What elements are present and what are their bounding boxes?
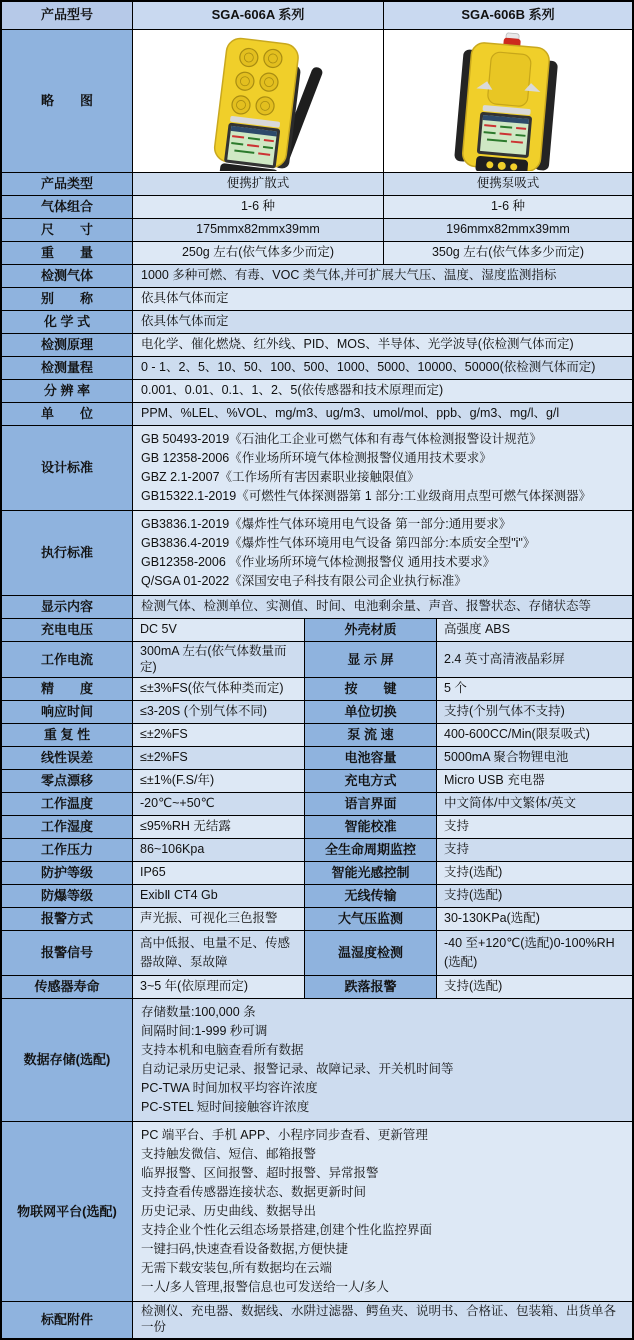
spec-row xyxy=(2,976,632,999)
sub-value-1: ≤±2%FS xyxy=(133,747,305,769)
series-a-header: SGA-606A 系列 xyxy=(133,2,384,29)
device-a-image xyxy=(148,31,368,171)
value-line: 无需下载安装包,所有数据均在云端 xyxy=(141,1261,332,1276)
row-label xyxy=(2,426,133,510)
row-label: 工作温度 xyxy=(2,793,133,815)
row-label: 化 学 式 xyxy=(2,311,133,333)
row-label: 报警方式 xyxy=(2,908,133,930)
value-a: 1-6 种 xyxy=(133,196,384,218)
row-label: 尺 寸 xyxy=(2,219,133,241)
spec-row xyxy=(2,816,632,839)
row-label: 标配附件 xyxy=(2,1302,133,1337)
row-label: 零点漂移 xyxy=(2,770,133,792)
sub-value-1: ≤3-20S (个别气体不同) xyxy=(133,701,305,723)
value-b: 1-6 种 xyxy=(384,196,632,218)
value-line: 一人/多人管理,报警信息也可发送给一人/多人 xyxy=(141,1280,389,1295)
spec-row xyxy=(2,403,632,426)
value-b: 便携泵吸式 xyxy=(384,173,632,195)
row-value: 依具体气体而定 xyxy=(133,311,632,333)
sub-label-2: 单位切换 xyxy=(305,701,437,723)
value-line: GB3836.4-2019《爆炸性气体环境用电气设备 第四部分:本质安全型"i"》 xyxy=(141,536,536,550)
sub-value-2: Micro USB 充电器 xyxy=(437,770,632,792)
value-line: 支持本机和电脑查看所有数据 xyxy=(141,1043,304,1058)
value-line: GBZ 2.1-2007《工作场所有害因素职业接触限值》 xyxy=(141,470,420,484)
row-label xyxy=(2,1122,133,1301)
value-line: PC-TWA 时间加权平均容许浓度 xyxy=(141,1081,318,1096)
spec-row xyxy=(2,380,632,403)
spec-row xyxy=(2,265,632,288)
row-value: 0.001、0.01、0.1、1、2、5(依传感器和技术原理而定) xyxy=(133,380,632,402)
sub-value-1: ≤95%RH 无结露 xyxy=(133,816,305,838)
sketch-row xyxy=(2,30,632,173)
value-line: 0-100%RH (选配) xyxy=(444,936,628,970)
spec-row xyxy=(2,678,632,701)
spec-row xyxy=(2,724,632,747)
sub-value-1: ≤±2%FS xyxy=(133,724,305,746)
value-line: GB 12358-2006《作业场所环境气体检测报警仪通用技术要求》 xyxy=(141,451,492,465)
row-label: 检测气体 xyxy=(2,265,133,287)
sub-value-1: DC 5V xyxy=(133,619,305,641)
sub-value-2: 30-130KPa(选配) xyxy=(437,908,632,930)
value-line: PC 端平台、手机 APP、小程序同步查看、更新管理 xyxy=(141,1128,428,1143)
row-label: 分 辨 率 xyxy=(2,380,133,402)
row-value-multiline xyxy=(133,999,632,1121)
spec-row xyxy=(2,642,632,678)
row-label xyxy=(2,999,133,1121)
spec-row xyxy=(2,242,632,265)
row-label: 充电电压 xyxy=(2,619,133,641)
value-line: 支持查看传感器连接状态、数据更新时间 xyxy=(141,1185,367,1200)
value-line: 故障、泵故障 xyxy=(152,955,228,970)
value-line: GB3836.1-2019《爆炸性气体环境用电气设备 第一部分:通用要求》 xyxy=(141,517,512,531)
row-value: 检测仪、充电器、数据线、水阱过滤器、鳄鱼夹、说明书、合格证、包装箱、出货单各一份 xyxy=(133,1302,632,1337)
row-value: 依具体气体而定 xyxy=(133,288,632,310)
value-a: 便携扩散式 xyxy=(133,173,384,195)
row-label-line: (选配) xyxy=(82,1203,117,1219)
sub-value-1: ≤±3%FS(依气体种类而定) xyxy=(133,678,305,700)
sub-value-1: ≤±1%(F.S/年) xyxy=(133,770,305,792)
sub-label-2: 全生命周期监控 xyxy=(305,839,437,861)
spec-rows xyxy=(2,173,632,1338)
spec-row xyxy=(2,511,632,596)
spec-row xyxy=(2,701,632,724)
sub-value-2: 5 个 xyxy=(437,678,632,700)
value-line: -40 至+120℃(选配) xyxy=(444,936,554,951)
spec-row xyxy=(2,288,632,311)
sub-value-2: 高强度 ABS xyxy=(437,619,632,641)
value-line: PC-STEL 短时间接触容许浓度 xyxy=(141,1100,310,1115)
device-a-cell xyxy=(133,30,384,172)
sub-value-2: 支持 xyxy=(437,839,632,861)
value-line: GB12358-2006 《作业场所环境气体检测报警仪 通用技术要求》 xyxy=(141,555,496,569)
sub-value-2 xyxy=(437,931,632,975)
spec-row xyxy=(2,747,632,770)
sub-label-2: 跌落报警 xyxy=(305,976,437,998)
value-line: 支持触发微信、短信、邮箱报警 xyxy=(141,1147,317,1162)
sub-value-2: 支持(选配) xyxy=(437,976,632,998)
sub-label-2: 显 示 屏 xyxy=(305,642,437,677)
value-b: 350g 左右(依气体多少而定) xyxy=(384,242,632,264)
value-line: 一键扫码,快速查看设备数据,方便快捷 xyxy=(141,1242,348,1257)
row-label: 检测原理 xyxy=(2,334,133,356)
value-line: 存储数量:100,000 条 xyxy=(141,1005,256,1020)
spec-row xyxy=(2,196,632,219)
sub-value-1: 86~106Kpa xyxy=(133,839,305,861)
row-label-line: 设计标准 xyxy=(40,460,93,475)
sub-label-2: 外壳材质 xyxy=(305,619,437,641)
sub-value-1: IP65 xyxy=(133,862,305,884)
value-line: GB15322.1-2019《可燃性气体探测器第 1 部分:工业级商用点型可燃气体探测器》 xyxy=(141,489,592,503)
sub-label-2: 按 键 xyxy=(305,678,437,700)
spec-row xyxy=(2,334,632,357)
value-b: 196mmx82mmx39mm xyxy=(384,219,632,241)
spec-row xyxy=(2,770,632,793)
value-line: 高中低报、电量不足、传感器 xyxy=(140,936,291,970)
sub-value-1: 声光振、可视化三色报警 xyxy=(133,908,305,930)
row-label: 线性误差 xyxy=(2,747,133,769)
row-label-line: 物联网平台 xyxy=(17,1203,83,1219)
sub-value-1: 300mA 左右(依气体数量而定) xyxy=(133,642,305,677)
sub-value-2: 支持(选配) xyxy=(437,885,632,907)
row-label-line: (选配) xyxy=(75,1052,111,1068)
row-value: 1000 多种可燃、有毒、VOC 类气体,并可扩展大气压、温度、湿度监测指标 xyxy=(133,265,632,287)
sub-label-2: 大气压监测 xyxy=(305,908,437,930)
value-line: Q/SGA 01-2022《深国安电子科技有限公司企业执行标准》 xyxy=(141,574,467,588)
value-a: 250g 左右(依气体多少而定) xyxy=(133,242,384,264)
spec-row xyxy=(2,596,632,619)
spec-row xyxy=(2,885,632,908)
sub-value-1 xyxy=(133,931,305,975)
row-label: 防护等级 xyxy=(2,862,133,884)
row-label: 工作电流 xyxy=(2,642,133,677)
spec-row xyxy=(2,999,632,1122)
row-label: 重 量 xyxy=(2,242,133,264)
row-label: 单 位 xyxy=(2,403,133,425)
row-label: 重 复 性 xyxy=(2,724,133,746)
sub-value-2: 支持(选配) xyxy=(437,862,632,884)
spec-row xyxy=(2,793,632,816)
sub-label-2: 电池容量 xyxy=(305,747,437,769)
value-line: 支持企业个性化云组态场景搭建,创建个性化监控界面 xyxy=(141,1223,432,1238)
row-label: 报警信号 xyxy=(2,931,133,975)
value-a: 175mmx82mmx39mm xyxy=(133,219,384,241)
row-label: 别 称 xyxy=(2,288,133,310)
row-label: 产品类型 xyxy=(2,173,133,195)
spec-row xyxy=(2,173,632,196)
spec-row xyxy=(2,862,632,885)
row-value: 电化学、催化燃烧、红外线、PID、MOS、半导体、光学波导(依检测气体而定) xyxy=(133,334,632,356)
spec-row xyxy=(2,839,632,862)
sub-value-1: -20℃~+50℃ xyxy=(133,793,305,815)
row-value: 检测气体、检测单位、实测值、时间、电池剩余量、声音、报警状态、存储状态等 xyxy=(133,596,632,618)
sub-value-2: 5000mA 聚合物锂电池 xyxy=(437,747,632,769)
value-line: GB 50493-2019《石油化工企业可燃气体和有毒气体检测报警设计规范》 xyxy=(141,432,542,446)
spec-row xyxy=(2,908,632,931)
row-label: 显示内容 xyxy=(2,596,133,618)
spec-row xyxy=(2,931,632,976)
spec-row xyxy=(2,1122,632,1302)
product-model-header: 产品型号 xyxy=(2,2,133,29)
row-label: 工作压力 xyxy=(2,839,133,861)
sub-label-2: 泵 流 速 xyxy=(305,724,437,746)
sub-label-2: 语言界面 xyxy=(305,793,437,815)
row-label: 气体组合 xyxy=(2,196,133,218)
row-value-multiline xyxy=(133,426,632,510)
series-b-header: SGA-606B 系列 xyxy=(384,2,632,29)
spec-row xyxy=(2,219,632,242)
spec-row xyxy=(2,619,632,642)
row-value: PPM、%LEL、%VOL、mg/m3、ug/m3、umol/mol、ppb、g/m3、mg/l、g/l xyxy=(133,403,632,425)
sub-label-2: 充电方式 xyxy=(305,770,437,792)
value-line: 自动记录历史记录、报警记录、故障记录、开关机时间等 xyxy=(141,1062,454,1077)
value-line: 间隔时间:1-999 秒可调 xyxy=(141,1024,268,1039)
sub-value-2: 中文简体/中文繁体/英文 xyxy=(437,793,632,815)
value-line: 临界报警、区间报警、超时报警、异常报警 xyxy=(141,1166,379,1181)
sub-label-2: 温湿度检测 xyxy=(305,931,437,975)
row-label: 检测量程 xyxy=(2,357,133,379)
row-label: 传感器寿命 xyxy=(2,976,133,998)
row-label xyxy=(2,511,133,595)
row-value: 0 - 1、2、5、10、50、100、500、1000、5000、10000、50000(依检测气体而定) xyxy=(133,357,632,379)
sub-label-2: 智能光感控制 xyxy=(305,862,437,884)
spec-row xyxy=(2,1302,632,1337)
row-label-line: 执行标准 xyxy=(40,545,93,560)
device-b-cell xyxy=(384,30,632,172)
header-row xyxy=(2,2,632,30)
row-label-line: 数据存储 xyxy=(23,1052,76,1068)
row-value-multiline xyxy=(133,511,632,595)
sub-value-2: 支持 xyxy=(437,816,632,838)
device-b-image xyxy=(401,31,615,171)
sub-label-2: 智能校准 xyxy=(305,816,437,838)
spec-row xyxy=(2,357,632,380)
row-label: 工作湿度 xyxy=(2,816,133,838)
value-line: 历史记录、历史曲线、数据导出 xyxy=(141,1204,317,1219)
spec-row xyxy=(2,311,632,334)
sub-value-1: 3~5 年(依原理而定) xyxy=(133,976,305,998)
sketch-label: 略 图 xyxy=(2,30,133,172)
row-label: 响应时间 xyxy=(2,701,133,723)
row-label: 防爆等级 xyxy=(2,885,133,907)
row-label: 精 度 xyxy=(2,678,133,700)
row-value-multiline xyxy=(133,1122,632,1301)
spec-row xyxy=(2,426,632,511)
sub-value-2: 400-600CC/Min(限泵吸式) xyxy=(437,724,632,746)
sub-value-1: ExibⅡ CT4 Gb xyxy=(133,885,305,907)
sub-value-2: 支持(个别气体不支持) xyxy=(437,701,632,723)
sub-value-2: 2.4 英寸高清液晶彩屏 xyxy=(437,642,632,677)
sub-label-2: 无线传输 xyxy=(305,885,437,907)
